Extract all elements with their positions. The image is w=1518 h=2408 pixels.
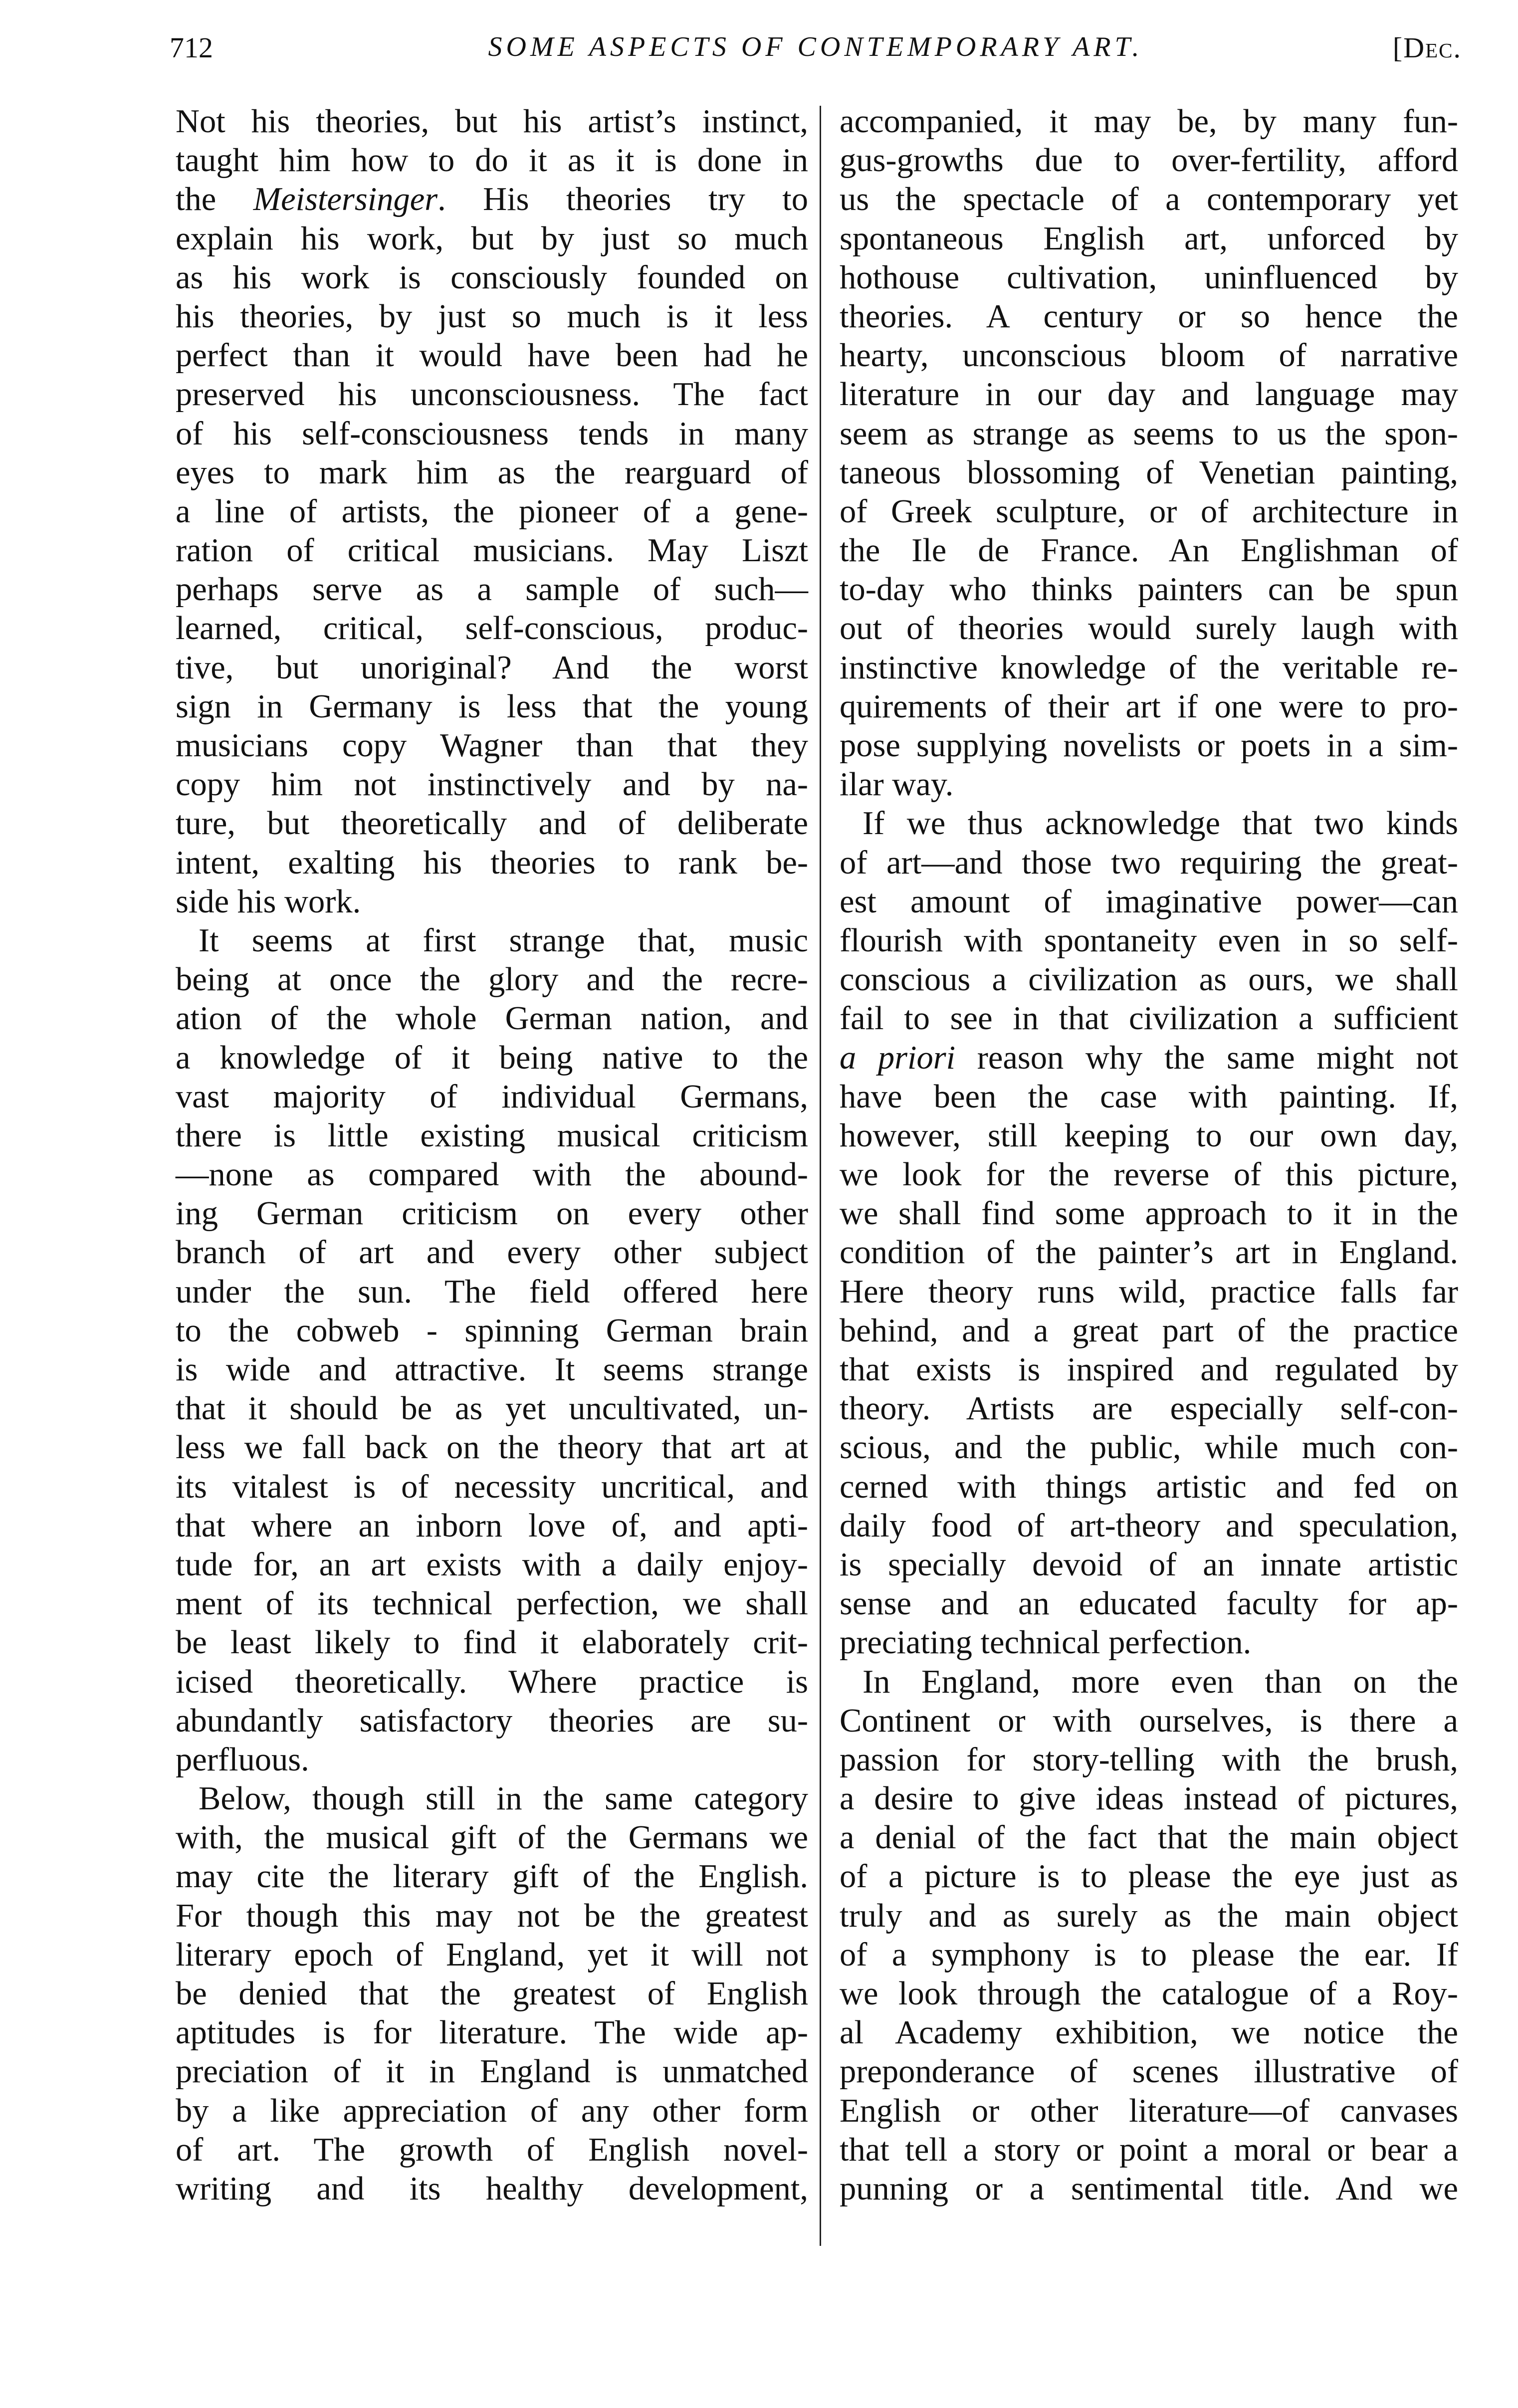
text-line: aptitudes is for literature. The wide ap- bbox=[176, 2014, 808, 2051]
text-line: fail to see in that civilization a sufficient bbox=[840, 1000, 1458, 1037]
text-line: condition of the painter’s art in England. bbox=[840, 1234, 1458, 1271]
italic-term: Meistersinger bbox=[253, 181, 438, 218]
text-line: accompanied, it may be, by many fun- bbox=[840, 103, 1458, 140]
text-line: a denial of the fact that the main object bbox=[840, 1819, 1458, 1856]
text-line: of art. The growth of English novel- bbox=[176, 2131, 808, 2168]
text-line: ation of the whole German nation, and bbox=[176, 1000, 808, 1037]
text-line: of a picture is to please the eye just as bbox=[840, 1858, 1458, 1895]
text-line: scious, and the public, while much con- bbox=[840, 1429, 1458, 1466]
text-line: ration of critical musicians. May Liszt bbox=[176, 532, 808, 569]
italic-term: a priori bbox=[840, 1039, 956, 1076]
text-line: Below, though still in the same category bbox=[199, 1780, 808, 1817]
text-line: that exists is inspired and regulated by bbox=[840, 1351, 1458, 1388]
text-line: intent, exalting his theories to rank be- bbox=[176, 844, 808, 881]
text-line bbox=[176, 180, 808, 219]
text-line: Continent or with ourselves, is there a bbox=[840, 1702, 1458, 1739]
text-line: may cite the literary gift of the English. bbox=[176, 1858, 808, 1895]
text-line: to the cobweb - spinning German brain bbox=[176, 1312, 808, 1349]
text-line: have been the case with painting. If, bbox=[840, 1078, 1458, 1115]
text-line: a desire to give ideas instead of pictures, bbox=[840, 1780, 1458, 1817]
text-line: Here theory runs wild, practice falls far bbox=[840, 1273, 1458, 1310]
text-line: that where an inborn love of, and apti- bbox=[176, 1507, 808, 1544]
text-segment: the bbox=[176, 181, 253, 218]
text-line: If we thus acknowledge that two kinds bbox=[863, 805, 1458, 842]
text-line: literary epoch of England, yet it will not bbox=[176, 1936, 808, 1973]
text-line: learned, critical, self-conscious, produc- bbox=[176, 610, 808, 647]
text-line: passion for story-telling with the brush, bbox=[840, 1741, 1458, 1778]
text-line: pose supplying novelists or poets in a sim- bbox=[840, 727, 1458, 764]
text-line: of his self-consciousness tends in many bbox=[176, 415, 808, 452]
text-line: cerned with things artistic and fed on bbox=[840, 1468, 1458, 1505]
left-column bbox=[176, 102, 808, 2208]
text-line: being at once the glory and the recre- bbox=[176, 961, 808, 998]
text-line: tive, but unoriginal? And the worst bbox=[176, 649, 808, 686]
text-line: It seems at first strange that, music bbox=[199, 922, 808, 959]
text-line: by a like appreciation of any other form bbox=[176, 2092, 808, 2129]
text-line: icised theoretically. Where practice is bbox=[176, 1663, 808, 1700]
text-line: copy him not instinctively and by na- bbox=[176, 766, 808, 803]
text-line: theory. Artists are especially self-con- bbox=[840, 1390, 1458, 1427]
text-line: al Academy exhibition, we notice the bbox=[840, 2014, 1458, 2051]
text-line: perfect than it would have been had he bbox=[176, 337, 808, 374]
text-line: writing and its healthy development, bbox=[176, 2170, 808, 2207]
right-column bbox=[840, 102, 1458, 2208]
text-line: sign in Germany is less that the young bbox=[176, 688, 808, 725]
text-line: seem as strange as seems to us the spon- bbox=[840, 415, 1458, 452]
text-line: ment of its technical perfection, we shall bbox=[176, 1585, 808, 1622]
text-line: taneous blossoming of Venetian painting, bbox=[840, 454, 1458, 491]
text-line: spontaneous English art, unforced by bbox=[840, 220, 1458, 257]
text-line: musicians copy Wagner than that they bbox=[176, 727, 808, 764]
text-line: behind, and a great part of the practice bbox=[840, 1312, 1458, 1349]
text-line: side his work. bbox=[176, 883, 361, 920]
text-line: quirements of their art if one were to pro- bbox=[840, 688, 1458, 725]
text-line: preciating technical perfection. bbox=[840, 1624, 1252, 1661]
text-line: is specially devoid of an innate artistic bbox=[840, 1546, 1458, 1583]
text-line: we look for the reverse of this picture, bbox=[840, 1156, 1458, 1193]
text-line: —none as compared with the abound- bbox=[176, 1156, 808, 1193]
text-line: literature in our day and language may bbox=[840, 376, 1458, 413]
text-line: as his work is consciously founded on bbox=[176, 259, 808, 296]
text-line: Not his theories, but his artist’s instinct, bbox=[176, 103, 808, 140]
text-line: that tell a story or point a moral or bear a bbox=[840, 2131, 1458, 2168]
text-line: In England, more even than on the bbox=[863, 1663, 1458, 1700]
text-line: English or other literature—of canvases bbox=[840, 2092, 1458, 2129]
text-line: out of theories would surely laugh with bbox=[840, 610, 1458, 647]
text-line: be denied that the greatest of English bbox=[176, 1975, 808, 2012]
text-segment: . His theories try to bbox=[437, 181, 809, 218]
text-line: with, the musical gift of the Germans we bbox=[176, 1819, 808, 1856]
running-title: SOME ASPECTS OF CONTEMPORARY ART. bbox=[488, 31, 1143, 62]
text-line: conscious a civilization as ours, we shall bbox=[840, 961, 1458, 998]
text-line: preponderance of scenes illustrative of bbox=[840, 2053, 1458, 2090]
text-line: preserved his unconsciousness. The fact bbox=[176, 376, 808, 413]
text-line: less we fall back on the theory that art at bbox=[176, 1429, 808, 1466]
text-line: however, still keeping to our own day, bbox=[840, 1117, 1458, 1154]
text-line: punning or a sentimental title. And we bbox=[840, 2170, 1458, 2207]
text-line: gus-growths due to over-fertility, afford bbox=[840, 142, 1458, 179]
text-line: branch of art and every other subject bbox=[176, 1234, 808, 1271]
text-line: hearty, unconscious bloom of narrative bbox=[840, 337, 1458, 374]
text-line: us the spectacle of a contemporary yet bbox=[840, 181, 1458, 218]
text-line: of Greek sculpture, or of architecture in bbox=[840, 493, 1458, 530]
text-line: a line of artists, the pioneer of a gene- bbox=[176, 493, 808, 530]
text-line: that it should be as yet uncultivated, un- bbox=[176, 1390, 808, 1427]
text-line: tude for, an art exists with a daily enjoy- bbox=[176, 1546, 808, 1583]
text-line: perfluous. bbox=[176, 1741, 309, 1778]
text-line: vast majority of individual Germans, bbox=[176, 1078, 808, 1115]
text-line: the Ile de France. An Englishman of bbox=[840, 532, 1458, 569]
text-line: sense and an educated faculty for ap- bbox=[840, 1585, 1458, 1622]
text-line: of a symphony is to please the ear. If bbox=[840, 1936, 1458, 1973]
text-line: be least likely to find it elaborately crit- bbox=[176, 1624, 808, 1661]
text-line: eyes to mark him as the rearguard of bbox=[176, 454, 808, 491]
page-number: 712 bbox=[170, 31, 213, 64]
text-line: instinctive knowledge of the veritable re- bbox=[840, 649, 1458, 686]
text-line: under the sun. The field offered here bbox=[176, 1273, 808, 1310]
text-line: perhaps serve as a sample of such— bbox=[176, 571, 808, 608]
running-date: [Dec. bbox=[1392, 31, 1462, 64]
text-line: of art—and those two requiring the great- bbox=[840, 844, 1458, 881]
text-line: ing German criticism on every other bbox=[176, 1195, 808, 1232]
running-header bbox=[170, 31, 1462, 76]
text-line: to-day who thinks painters can be spun bbox=[840, 571, 1458, 608]
text-line: a knowledge of it being native to the bbox=[176, 1039, 808, 1076]
text-line: taught him how to do it as it is done in bbox=[176, 142, 808, 179]
text-line: we shall find some approach to it in the bbox=[840, 1195, 1458, 1232]
text-line: explain his work, but by just so much bbox=[176, 220, 808, 257]
text-line: est amount of imaginative power—can bbox=[840, 883, 1458, 920]
text-line: truly and as surely as the main object bbox=[840, 1897, 1458, 1934]
text-line: flourish with spontaneity even in so self- bbox=[840, 922, 1458, 959]
text-line: hothouse cultivation, uninfluenced by bbox=[840, 259, 1458, 296]
text-line: theories. A century or so hence the bbox=[840, 298, 1458, 335]
text-line: For though this may not be the greatest bbox=[176, 1897, 808, 1934]
column-divider bbox=[820, 106, 821, 2246]
text-line: is wide and attractive. It seems strange bbox=[176, 1351, 808, 1388]
text-line: abundantly satisfactory theories are su- bbox=[176, 1702, 808, 1739]
text-segment: reason why the same might not bbox=[955, 1039, 1458, 1076]
text-line: its vitalest is of necessity uncritical, and bbox=[176, 1468, 808, 1505]
text-line bbox=[840, 1039, 1458, 1078]
text-line: ilar way. bbox=[840, 766, 954, 803]
text-line: ture, but theoretically and of deliberate bbox=[176, 805, 808, 842]
text-line: there is little existing musical criticism bbox=[176, 1117, 808, 1154]
text-line: we look through the catalogue of a Roy- bbox=[840, 1975, 1458, 2012]
text-line: preciation of it in England is unmatched bbox=[176, 2053, 808, 2090]
text-line: his theories, by just so much is it less bbox=[176, 298, 808, 335]
text-line: daily food of art-theory and speculation, bbox=[840, 1507, 1458, 1544]
